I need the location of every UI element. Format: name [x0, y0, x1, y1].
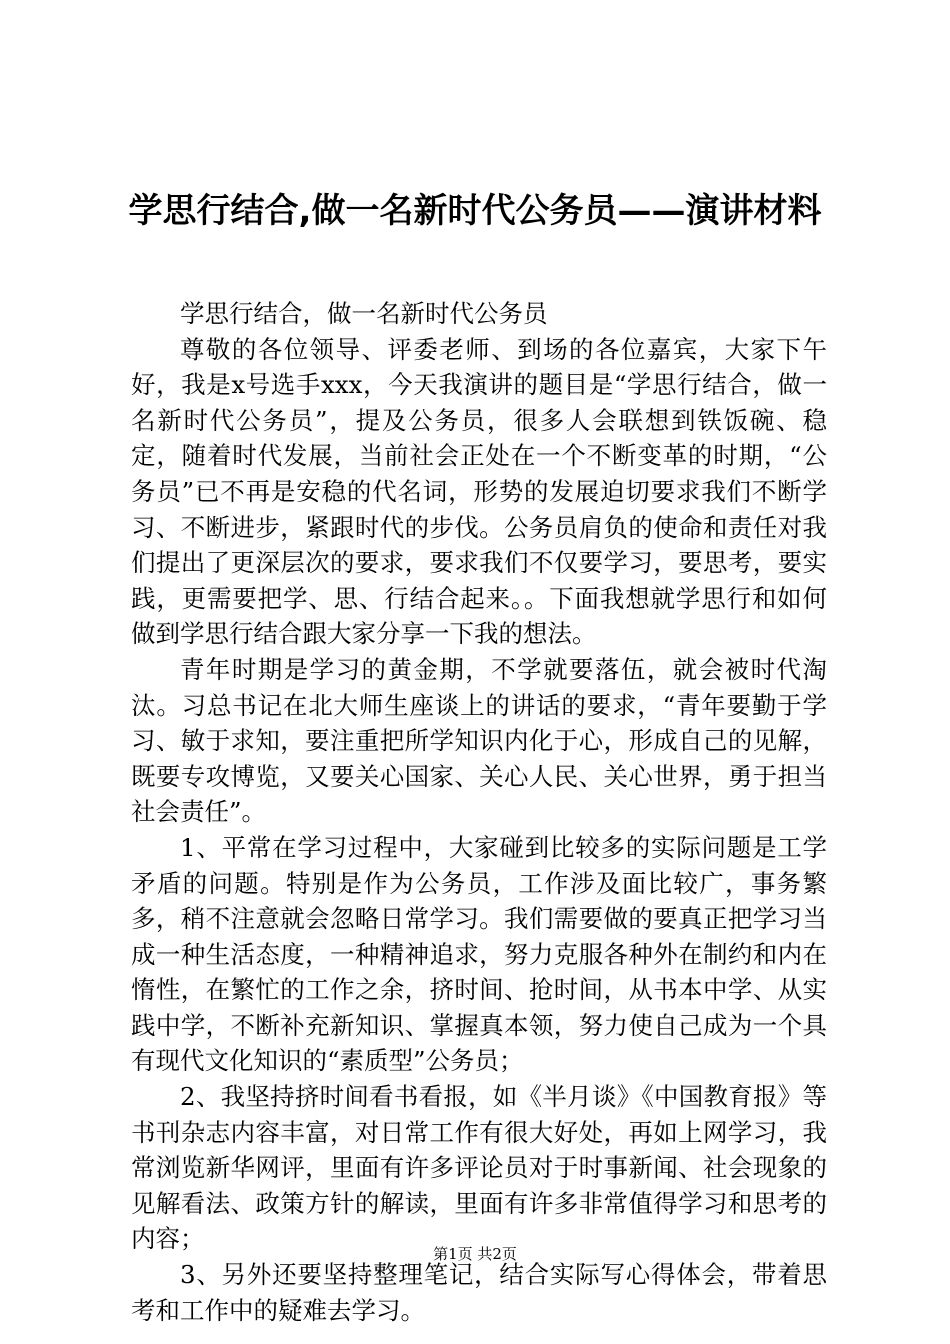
paragraph-point-3: 3、另外还要坚持整理笔记，结合实际写心得体会，带着思考和工作中的疑难去学习。: [131, 1260, 827, 1325]
page-footer: 第1页 共2页: [433, 1245, 517, 1263]
paragraph-subtitle: 学思行结合，做一名新时代公务员: [180, 299, 548, 328]
paragraph-intro: 尊敬的各位领导、评委老师、到场的各位嘉宾，大家下午好，我是x号选手xxx，今天我演讲的题目是“学思行结合，做一名新时代公务员”，提及公务员，很多人会联想到铁饭碗、稳定，随着时代发展，当前社会正处在一个不断变革的时期，“公务员”已不再是安稳的代名词，形势的发展迫切要求我们不断学习、不断进步，紧跟时代的步伐。公务员肩负的使命和责任对我们提出了更深层次的要求，要求我们不仅要学习，要思考，要实践，更需要把学、思、行结合起来。。下面我想就学思行和如何做到学思行结合跟大家分享一下我的想法。: [131, 334, 827, 649]
document-body: [131, 296, 827, 1328]
document-title: 学思行结合,做一名新时代公务员——演讲材料: [128, 191, 822, 231]
paragraph-point-1: 1、平常在学习过程中，大家碰到比较多的实际问题是工学矛盾的问题。特别是作为公务员，工作涉及面比较广，事务繁多，稍不注意就会忽略日常学习。我们需要做的要真正把学习当成一种生活态度，一种精神追求，努力克服各种外在制约和内在惰性，在繁忙的工作之余，挤时间、抢时间，从书本中学、从实践中学，不断补充新知识、掌握真本领，努力使自己成为一个具有现代文化知识的“素质型”公务员；: [131, 832, 827, 1076]
paragraph-youth: 青年时期是学习的黄金期，不学就要落伍，就会被时代淘汰。习总书记在北大师生座谈上的讲话的要求，“青年要勤于学习、敏于求知，要注重把所学知识内化于心，形成自己的见解，既要专攻博览，又要关心国家、关心人民、关心世界，勇于担当社会责任”。: [131, 654, 827, 827]
paragraph-point-2: 2、我坚持挤时间看书看报，如《半月谈》《中国教育报》等书刊杂志内容丰富，对日常工作有很大好处，再如上网学习，我常浏览新华网评，里面有许多评论员对于时事新闻、社会现象的见解看法、政策方针的解读，里面有许多非常值得学习和思考的内容；: [131, 1082, 827, 1254]
